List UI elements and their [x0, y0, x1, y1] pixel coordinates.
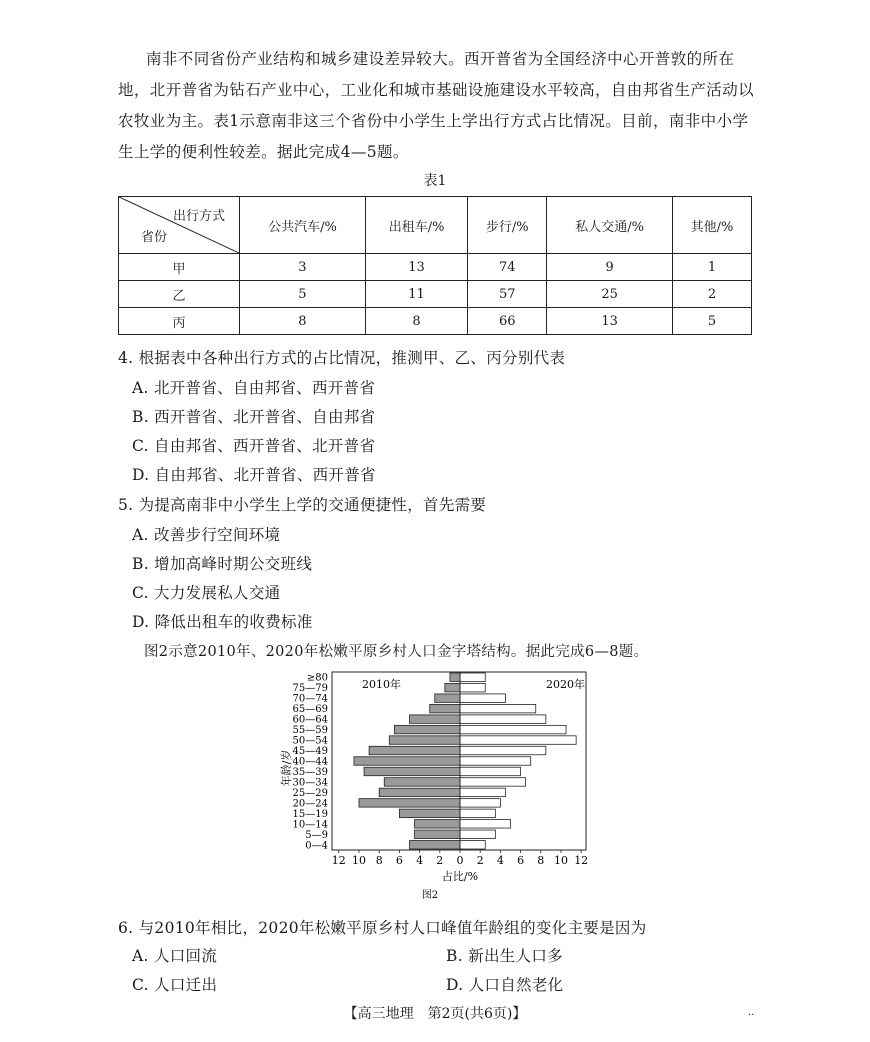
x-axis-label: 占比/%: [441, 870, 479, 883]
bar-2010: [415, 820, 460, 828]
x-tick-label: 6: [395, 854, 403, 867]
bar-2020: [460, 704, 536, 712]
y-tick-label: 35—39: [292, 766, 328, 778]
question-5-option-d: D. 降低出租车的收费标准: [132, 613, 313, 631]
table-cell: 8: [365, 308, 467, 335]
bar-2020: [460, 841, 485, 849]
row-label: 甲: [119, 254, 240, 281]
table-row: [119, 254, 752, 281]
bar-2010: [354, 757, 460, 765]
travel-mode-table: [118, 196, 752, 335]
question-5-option-c: C. 大力发展私人交通: [132, 584, 281, 602]
row-label: 丙: [119, 308, 240, 335]
corner-bottom-label: 省份: [141, 230, 168, 245]
question-4-stem: 4. 根据表中各种出行方式的占比情况，推测甲、乙、丙分别代表: [118, 349, 566, 367]
bar-2010: [399, 809, 460, 817]
question-5-option-a: A. 改善步行空间环境: [132, 526, 281, 544]
y-tick-label: 55—59: [292, 725, 328, 737]
bar-2020: [460, 736, 576, 744]
bar-2020: [460, 683, 485, 691]
bar-2010: [384, 778, 460, 786]
population-pyramid-figure: [270, 668, 610, 912]
bar-2010: [435, 694, 460, 702]
x-tick-label: 10: [352, 854, 366, 867]
x-tick-label: 2: [436, 854, 444, 867]
y-tick-label: 70—74: [292, 693, 328, 705]
table-cell: 1: [673, 254, 752, 281]
bar-2020: [460, 820, 511, 828]
table-cell: 2: [673, 281, 752, 308]
question-6-option-d: D. 人口自然老化: [446, 976, 564, 994]
bar-2010: [359, 799, 460, 807]
question-4-option-a: A. 北开普省、自由邦省、西开普省: [132, 379, 376, 397]
figure-caption: 图2: [421, 890, 439, 901]
table-cell: 13: [547, 308, 673, 335]
x-tick-label: 4: [416, 854, 424, 867]
legend-2020: 2020年: [546, 678, 585, 691]
y-tick-label: 65—69: [292, 704, 328, 716]
bar-2020: [460, 830, 495, 838]
x-tick-label: 6: [517, 854, 525, 867]
row-label: 乙: [119, 281, 240, 308]
bar-2020: [460, 809, 495, 817]
question-6-option-b: B. 新出生人口多: [446, 947, 563, 965]
table-corner-cell: [119, 197, 240, 254]
question-5-stem: 5. 为提高南非中小学生上学的交通便捷性，首先需要: [118, 496, 487, 514]
bar-2010: [369, 746, 460, 754]
table-header-row: [119, 197, 752, 254]
corner-top-label: 出行方式: [172, 209, 225, 224]
y-tick-label: 75—79: [292, 683, 328, 695]
bar-2010: [445, 683, 460, 691]
table-cell: 74: [468, 254, 547, 281]
y-tick-label: 60—64: [292, 714, 328, 726]
bar-2010: [410, 715, 461, 723]
bar-2020: [460, 694, 505, 702]
x-tick-label: 4: [496, 854, 504, 867]
y-tick-label: 15—19: [292, 808, 328, 820]
bar-2010: [450, 673, 460, 681]
y-tick-label: 0—4: [305, 840, 328, 852]
y-tick-label: ≥80: [306, 672, 328, 684]
column-header: 私人交通/%: [547, 197, 673, 254]
x-tick-label: 8: [537, 854, 545, 867]
bar-2010: [415, 830, 460, 838]
legend-2010: 2010年: [362, 678, 401, 691]
question-6-option-a: A. 人口回流: [132, 947, 218, 965]
table-cell: 5: [240, 281, 366, 308]
y-axis-label: 年龄/岁: [280, 749, 293, 787]
y-tick-label: 40—44: [292, 756, 328, 768]
bar-2020: [460, 778, 526, 786]
question-4-option-b: B. 西开普省、北开普省、自由邦省: [132, 408, 376, 426]
bar-2010: [389, 736, 460, 744]
page-footer: 【高三地理 第2页(共6页)】: [343, 1006, 527, 1022]
x-tick-label: 2: [476, 854, 484, 867]
y-tick-label: 45—49: [292, 746, 328, 758]
question-6-option-c: C. 人口迁出: [132, 976, 218, 994]
table-cell: 57: [468, 281, 547, 308]
y-tick-label: 20—24: [292, 798, 328, 810]
x-tick-label: 0: [456, 854, 464, 867]
y-tick-label: 25—29: [292, 787, 328, 799]
corner-mark: ··: [748, 1010, 755, 1021]
bar-2020: [460, 757, 531, 765]
bar-2010: [364, 767, 460, 775]
table-cell: 3: [240, 254, 366, 281]
table-cell: 8: [240, 308, 366, 335]
question-6-stem: 6. 与2010年相比，2020年松嫩平原乡村人口峰值年龄组的变化主要是因为: [118, 919, 647, 937]
question-4-option-d: D. 自由邦省、北开普省、西开普省: [132, 466, 376, 484]
bar-2020: [460, 746, 546, 754]
bar-2020: [460, 725, 566, 733]
population-pyramid-chart: [270, 668, 610, 908]
bar-2020: [460, 799, 500, 807]
bar-2010: [410, 841, 461, 849]
table-cell: 5: [673, 308, 752, 335]
x-tick-label: 10: [554, 854, 568, 867]
intro-paragraph: 南非不同省份产业结构和城乡建设差异较大。西开普省为全国经济中心开普敦的所在地，北开普省为钻石产业中心，工业化和城市基础设施建设水平较高，自由邦省生产活动以农牧业为主。表1示意南非这三个省份中小学生上学出行方式占比情况。目前，南非中小学生上学的便利性较差。据此完成4—5题。: [118, 50, 755, 161]
bar-2010: [379, 788, 460, 796]
column-header: 其他/%: [673, 197, 752, 254]
y-tick-label: 5—9: [305, 829, 328, 841]
table-caption: 表1: [423, 173, 447, 189]
y-tick-label: 30—34: [292, 777, 328, 789]
column-header: 步行/%: [468, 197, 547, 254]
table-cell: 11: [365, 281, 467, 308]
bar-2010: [430, 704, 460, 712]
bar-2020: [460, 673, 485, 681]
table-cell: 66: [468, 308, 547, 335]
bar-2020: [460, 788, 505, 796]
y-tick-label: 50—54: [292, 735, 328, 747]
table-cell: 13: [365, 254, 467, 281]
y-tick-label: 10—14: [292, 819, 328, 831]
question-4-option-c: C. 自由邦省、西开普省、北开普省: [132, 437, 376, 455]
column-header: 出租车/%: [365, 197, 467, 254]
question-5-option-b: B. 增加高峰时期公交班线: [132, 555, 313, 573]
bar-2020: [460, 767, 521, 775]
table-cell: 25: [547, 281, 673, 308]
table-row: [119, 281, 752, 308]
table-row: [119, 308, 752, 335]
table-cell: 9: [547, 254, 673, 281]
bar-2020: [460, 715, 546, 723]
bar-2010: [394, 725, 460, 733]
column-header: 公共汽车/%: [240, 197, 366, 254]
x-tick-label: 12: [574, 854, 589, 867]
x-tick-label: 12: [331, 854, 346, 867]
figure-intro: 图2示意2010年、2020年松嫩平原乡村人口金字塔结构。据此完成6—8题。: [144, 644, 649, 660]
x-tick-label: 8: [375, 854, 383, 867]
